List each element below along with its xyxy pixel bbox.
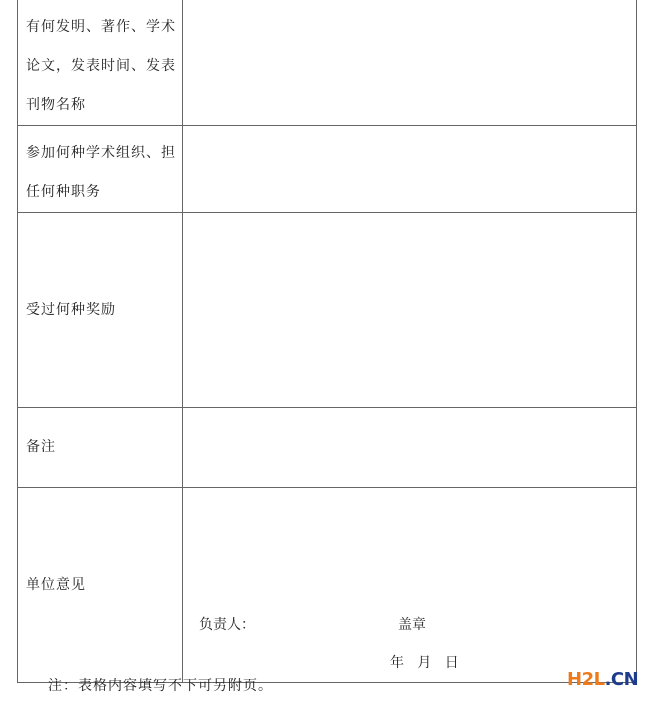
- table-row: [18, 0, 637, 126]
- responsible-person-label: 负责人：: [199, 617, 255, 633]
- content-cell-organizations[interactable]: [183, 126, 637, 213]
- table-row: [18, 213, 637, 408]
- logo-part-h2l: H2L: [567, 669, 605, 690]
- seal-label: 盖章: [398, 617, 426, 633]
- content-cell-unit-opinion[interactable]: [183, 488, 637, 683]
- form-table: [17, 0, 637, 683]
- label-cell-remarks: [18, 408, 183, 488]
- table-row: [18, 408, 637, 488]
- label-cell-organizations: [18, 126, 183, 213]
- table-row: [18, 488, 637, 683]
- table-row: [18, 126, 637, 213]
- label-inventions: 有何发明、著作、学术论文，发表时间、发表刊物名称: [26, 19, 176, 113]
- label-cell-unit-opinion: [18, 488, 183, 683]
- label-cell-inventions: [18, 0, 183, 126]
- h2l-logo: [567, 669, 638, 690]
- label-cell-awards: [18, 213, 183, 408]
- label-remarks: 备注: [26, 439, 56, 455]
- date-label: 年 月 日: [390, 655, 459, 671]
- content-cell-inventions[interactable]: [183, 0, 637, 126]
- label-organizations: 参加何种学术组织、担任何种职务: [26, 145, 176, 200]
- content-cell-awards[interactable]: [183, 213, 637, 408]
- label-awards: 受过何种奖励: [26, 301, 116, 318]
- logo-part-cn: .CN: [604, 669, 639, 690]
- label-unit-opinion: 单位意见: [26, 576, 86, 593]
- content-cell-remarks[interactable]: [183, 408, 637, 488]
- footnote: 注：表格内容填写不下可另附页。: [48, 678, 273, 694]
